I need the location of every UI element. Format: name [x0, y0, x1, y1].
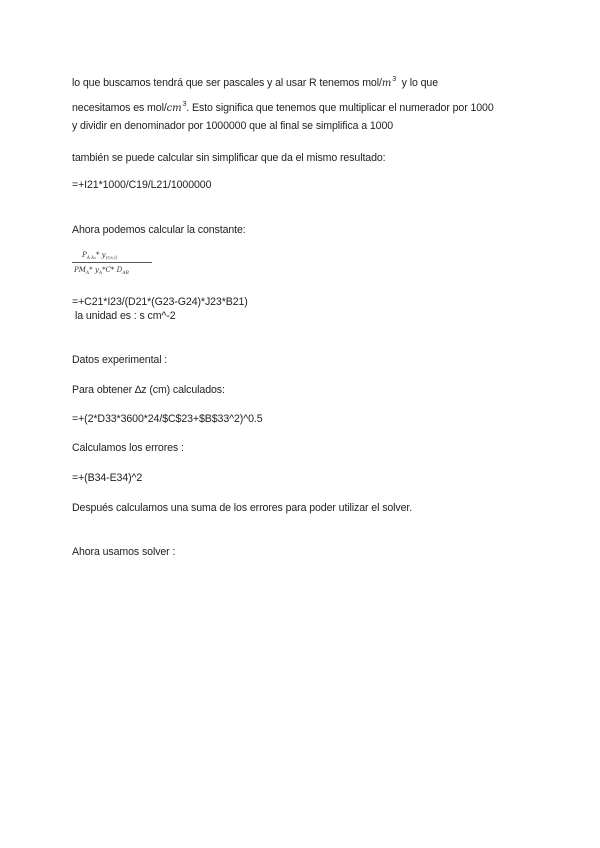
- unit-exponent: 3: [182, 101, 187, 108]
- fraction-bar: [72, 262, 152, 263]
- paragraph-constant-intro: Ahora podemos calcular la constante:: [72, 224, 246, 236]
- text-segment: . Esto significa que tenemos que multiplicar el numerador por 1000: [186, 102, 494, 114]
- unit-description: [72, 309, 176, 323]
- paragraph-sum-errors: Después calculamos una suma de los errores para poder utilizar el solver.: [72, 502, 413, 514]
- paragraph-line-3: [72, 119, 393, 133]
- text-segment: necesitamos es mol/: [72, 102, 167, 114]
- constant-fraction: [72, 247, 152, 287]
- unit-symbol: cm: [166, 103, 182, 114]
- text-segment: la unidad es : s cm^-2: [75, 310, 176, 322]
- unit-exponent: 3: [392, 76, 396, 83]
- paragraph-simplify-note: también se puede calcular sin simplificar que da el mismo resultado:: [72, 152, 386, 164]
- fraction-numerator: $P_{A k_0}*$ $y_{(r,s,i)}$: [82, 251, 118, 261]
- paragraph-errors: Calculamos los errores :: [72, 442, 184, 454]
- heading-experimental-data: Datos experimental :: [72, 354, 168, 366]
- formula-error: =+(B34-E34)^2: [72, 472, 143, 484]
- text-segment: lo que buscamos tendrá que ser pascales y al usar R tenemos mol/: [72, 77, 382, 89]
- paragraph-solver: Ahora usamos solver :: [72, 546, 176, 558]
- paragraph-line-2: [72, 101, 494, 116]
- text-segment: y lo que: [396, 77, 438, 89]
- fraction-denominator: $PM_A*$ $y_A*C*$ $D_{AB}$: [74, 266, 129, 276]
- paragraph-dz-calc: Para obtener ∆z (cm) calculados:: [72, 384, 225, 396]
- formula-concentration: =+I21*1000/C19/L21/1000000: [72, 179, 212, 191]
- formula-constant: =+C21*I23/(D21*(G23-G24)*J23*B21): [72, 296, 248, 308]
- paragraph-line-1: [72, 76, 438, 91]
- text-segment: y dividir en denominador por 1000000 que al final se simplifica a 1000: [72, 120, 394, 132]
- formula-dz: =+(2*D33*3600*24/$C$23+$B$33^2)^0.5: [72, 413, 263, 425]
- unit-symbol: m: [381, 78, 392, 89]
